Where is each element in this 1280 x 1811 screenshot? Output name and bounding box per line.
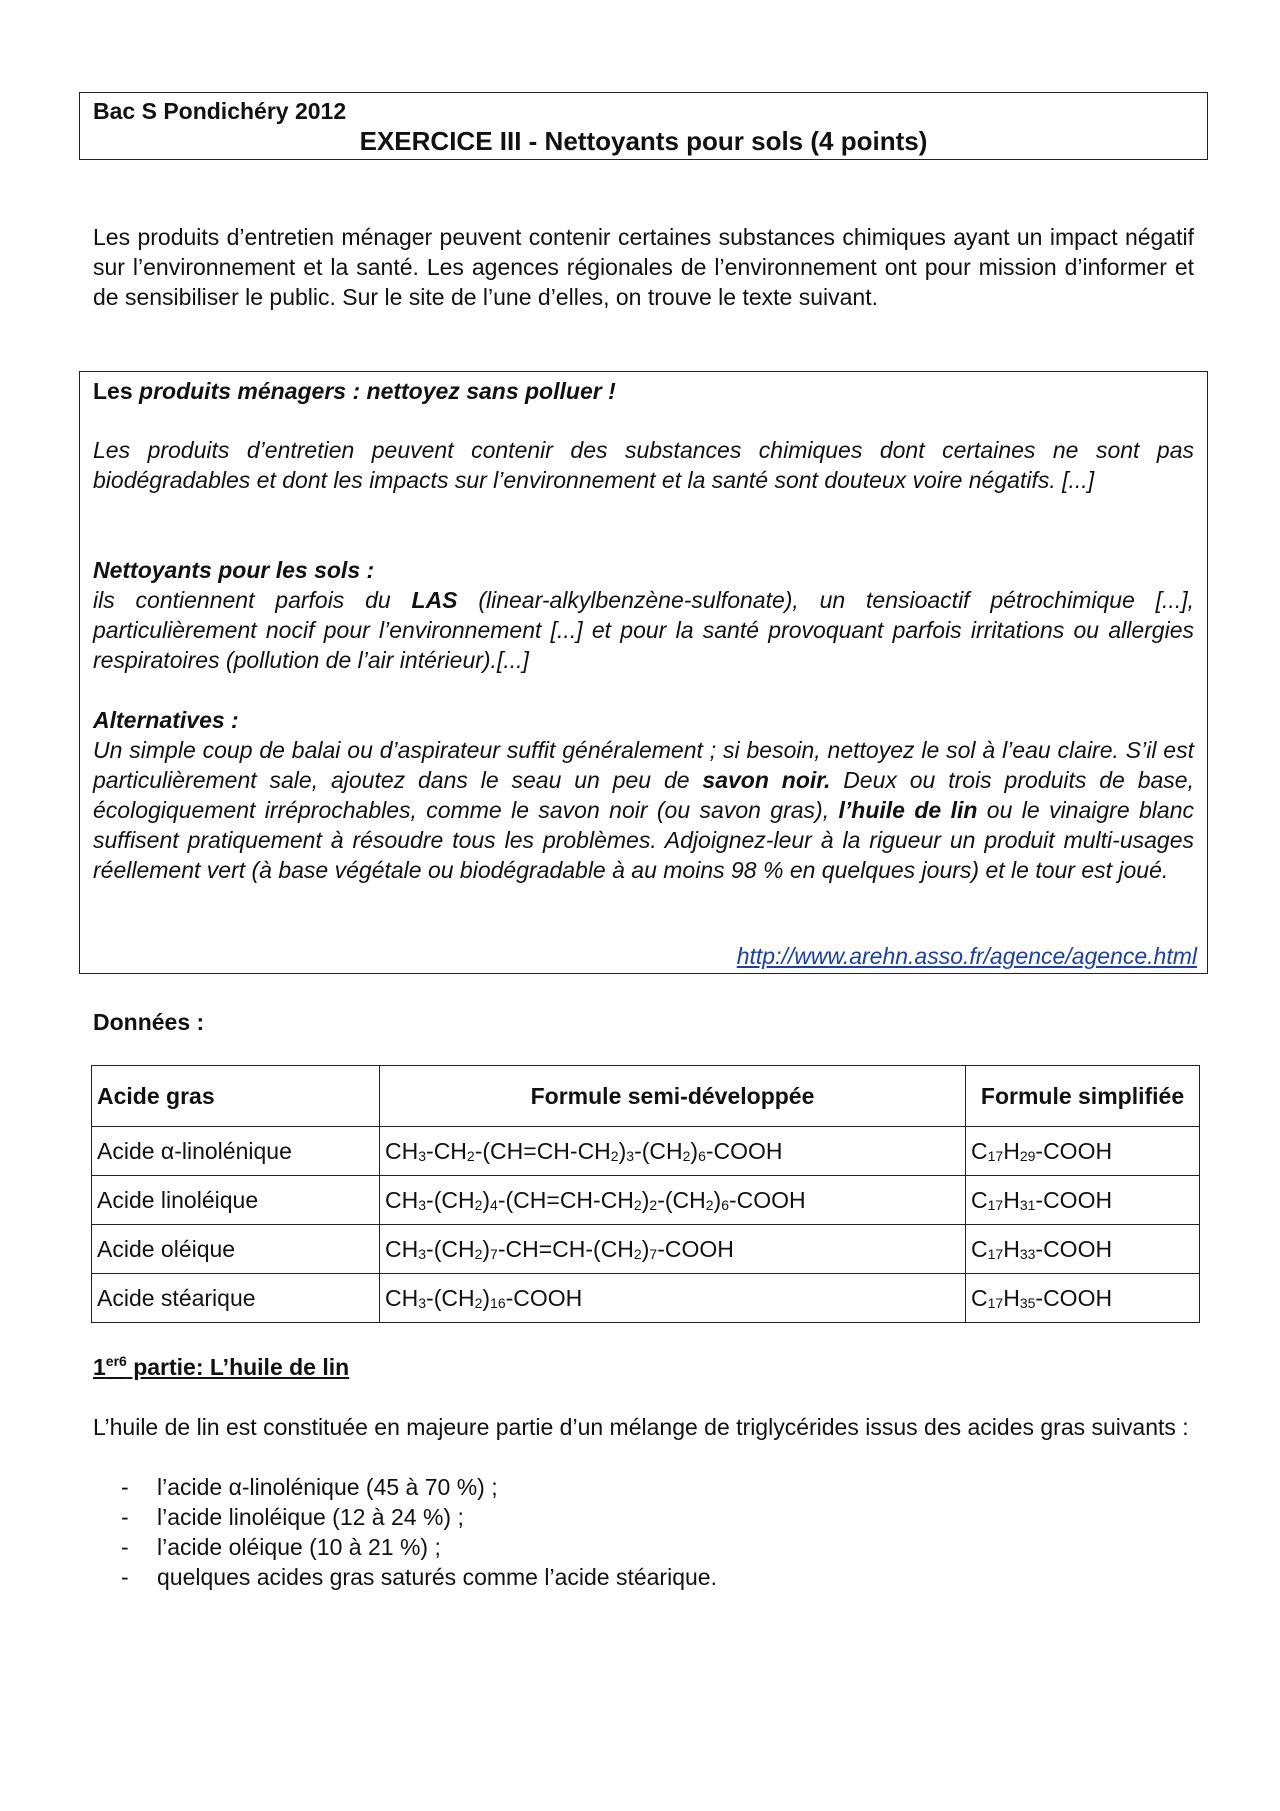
heading-nettoyants: Nettoyants pour les sols : bbox=[93, 557, 375, 583]
huile-de-lin-term: l’huile de lin bbox=[838, 797, 978, 823]
table-header-row bbox=[92, 1066, 1200, 1127]
fatty-acid-list bbox=[93, 1472, 717, 1592]
exercise-title: EXERCICE III - Nettoyants pour sols (4 points) bbox=[359, 126, 928, 156]
quote-title: Les produits ménagers : nettoyez sans polluer ! bbox=[93, 378, 616, 404]
list-dash: - bbox=[121, 1504, 129, 1530]
quote-paragraph-2: ils contiennent parfois du LAS (linear-alkylbenzène-sulfonate), un tensioactif pétrochimique [...], particulièrement nocif pour l’environnement [...] et pour la santé provoquant parfois irritations ou allergies respiratoires (pollution de l’air intérieur).[...] bbox=[93, 587, 1194, 673]
acid-name-cell: Acide α-linolénique bbox=[92, 1127, 380, 1176]
acid-name-cell: Acide linoléique bbox=[92, 1176, 380, 1225]
header-formule-semi: Formule semi-développée bbox=[380, 1066, 966, 1127]
quote-paragraph-1: Les produits d’entretien peuvent contenir des substances chimiques dont certaines ne sont pas biodégradables et dont les impacts sur l’environnement et la santé sont douteux voire négatifs. [...] bbox=[93, 437, 1194, 493]
savon-noir-term: savon noir. bbox=[702, 767, 831, 793]
header-formule-simplifiee: Formule simplifiée bbox=[966, 1066, 1200, 1127]
section-heading: $1^{er6}$ partie: L’huile de lin bbox=[93, 1353, 350, 1380]
table-row bbox=[92, 1225, 1200, 1274]
acid-name-cell: Acide stéarique bbox=[92, 1274, 380, 1323]
list-dash: - bbox=[121, 1474, 129, 1500]
semi-formula-cell: $CH_3-(CH_2)_{16}$-COOH bbox=[380, 1274, 966, 1323]
donnees-label: Données : bbox=[93, 1009, 205, 1035]
simple-formula-cell: $C_{17}H_{35}$-COOH bbox=[966, 1274, 1200, 1323]
intro-paragraph: Les produits d’entretien ménager peuvent contenir certaines substances chimiques ayant un impact négatif sur l’environnement et la santé. Les agences régionales de l’environnement ont pour mission d’informer et de sensibiliser le public. Sur le site de l’une d’elles, on trouve le texte suivant. bbox=[93, 224, 1194, 310]
exam-subtitle: Bac S Pondichéry 2012 bbox=[93, 98, 347, 124]
table-row bbox=[92, 1176, 1200, 1225]
semi-formula-cell: $CH_3-(CH_2)_7-CH=CH-(CH_2)_7$-COOH bbox=[380, 1225, 966, 1274]
acid-name-cell: Acide oléique bbox=[92, 1225, 380, 1274]
table-row bbox=[92, 1274, 1200, 1323]
simple-formula-cell: $C_{17}H_{33}$-COOH bbox=[966, 1225, 1200, 1274]
table-row bbox=[92, 1127, 1200, 1176]
quote-box bbox=[79, 371, 1208, 974]
simple-formula-cell: $C_{17}H_{31}$-COOH bbox=[966, 1176, 1200, 1225]
list-item: - l’acide oléique (10 à 21 %) ; bbox=[121, 1534, 441, 1560]
list-dash: - bbox=[121, 1534, 129, 1560]
las-term: LAS bbox=[411, 587, 458, 613]
header-acide-gras: Acide gras bbox=[92, 1066, 380, 1127]
heading-alternatives: Alternatives : bbox=[93, 707, 239, 733]
list-item: - l’acide linoléique (12 à 24 %) ; bbox=[121, 1504, 464, 1530]
list-item: - quelques acides gras saturés comme l’acide stéarique. bbox=[121, 1564, 717, 1590]
semi-formula-cell: $CH_3-CH_2-(CH=CH-CH_2)_3-(CH_2)_6$-COOH bbox=[380, 1127, 966, 1176]
simple-formula-cell: $C_{17}H_{29}$-COOH bbox=[966, 1127, 1200, 1176]
fatty-acid-table bbox=[91, 1065, 1200, 1323]
source-link[interactable]: http://www.arehn.asso.fr/agence/agence.html bbox=[736, 943, 1197, 969]
list-dash: - bbox=[121, 1564, 129, 1590]
quote-paragraph-3: Un simple coup de balai ou d’aspirateur suffit généralement ; si besoin, nettoyez le sol à l’eau claire. S’il est particulièrement sale, ajoutez dans le seau un peu de savon noir. Deux ou trois produits de base, écologiquement irréprochables, comme le savon noir (ou savon gras), l’huile de lin ou le vinaigre blanc suffisent pratiquement à résoudre tous les problèmes. Adjoignez-leur à la rigueur un produit multi-usages réellement vert (à base végétale ou biodégradable à au moins 98 % en quelques jours) et le tour est joué. bbox=[93, 737, 1194, 883]
header-box bbox=[79, 92, 1208, 160]
semi-formula-cell: $CH_3-(CH_2)_4-(CH=CH-CH_2)_2-(CH_2)_6$-COOH bbox=[380, 1176, 966, 1225]
huile-paragraph: L’huile de lin est constituée en majeure partie d’un mélange de triglycérides issus des acides gras suivants : bbox=[93, 1414, 1189, 1440]
list-item: - l’acide α-linolénique (45 à 70 %) ; bbox=[121, 1474, 498, 1500]
